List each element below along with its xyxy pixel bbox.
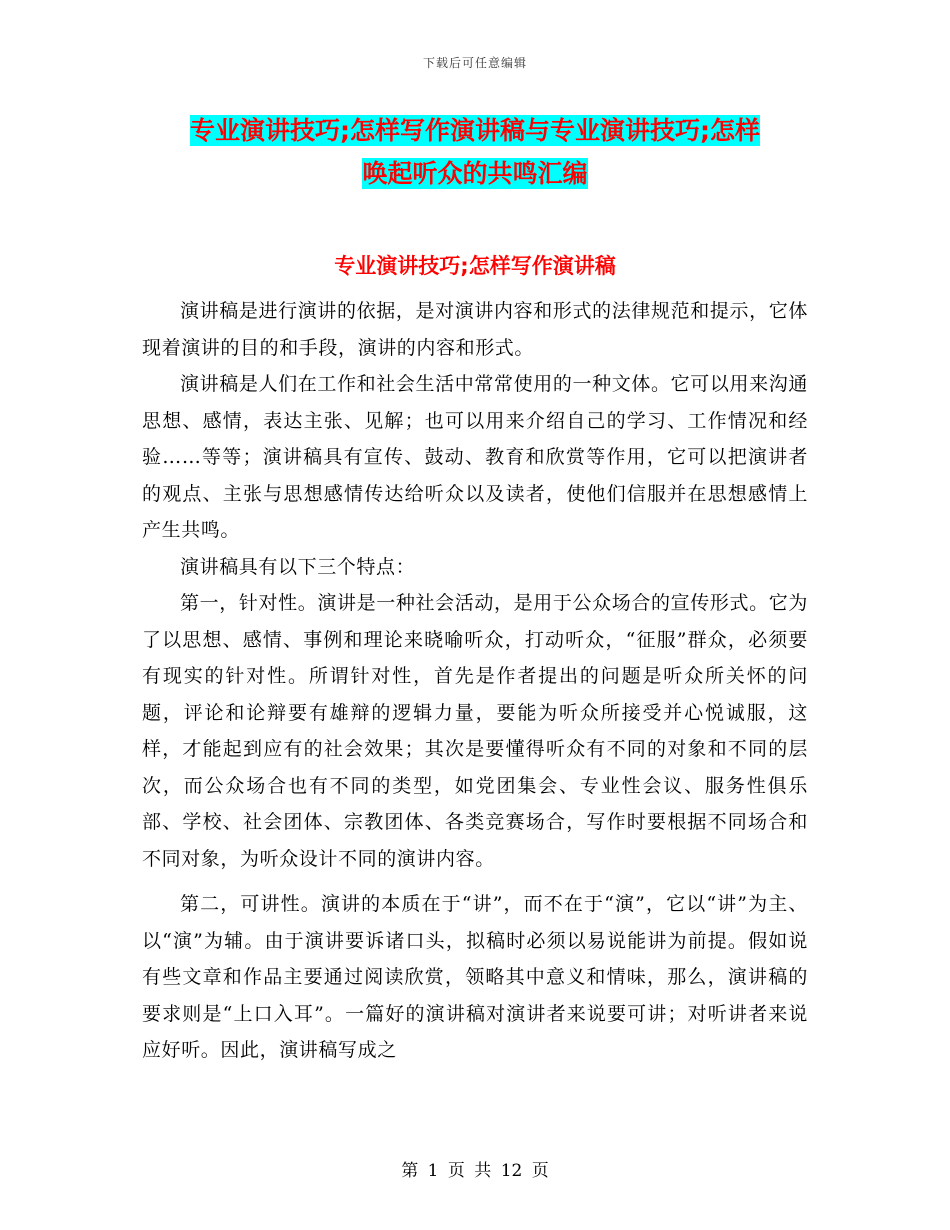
header-note: 下载后可任意编辑 xyxy=(422,56,527,70)
paragraph: 演讲稿是人们在工作和社会生活中常常使用的一种文体。它可以用来沟通思想、感情，表达主张、见解；也可以用来介绍自己的学习、工作情况和经验……等等；演讲稿具有宣传、鼓动、教育和欣赏等作用，它可以把演讲者的观点、主张与思想感情传达给听众以及读者，使他们信服并在思想感情上产生共鸣。 xyxy=(142,373,808,541)
document-title-text-2: 唤起听众的共鸣汇编 xyxy=(362,159,588,188)
document-title-line-2 xyxy=(0,159,950,189)
paragraph: 第二，可讲性。演讲的本质在于“讲”，而不在于“演”，它以“讲”为主、以“演”为辅。由于演讲要诉诸口头，拟稿时必须以易说能讲为前提。假如说有些文章和作品主要通过阅读欣赏，领略其中意义和情味，那么，演讲稿的要求则是“上口入耳”。一篇好的演讲稿对演讲者来说要可讲；对听讲者来说应好听。因此，演讲稿写成之 xyxy=(142,893,808,1061)
section-title: 专业演讲技巧;怎样写作演讲稿 xyxy=(334,254,616,278)
paragraph: 第一，针对性。演讲是一种社会活动，是用于公众场合的宣传形式。它为了以思想、感情、事例和理论来晓喻听众，打动听众，“征服”群众，必须要有现实的针对性。所谓针对性，首先是作者提出的问题是听众所关怀的问题，评论和论辩要有雄辩的逻辑力量，要能为听众所接受并心悦诚服，这样，才能起到应有的社会效果；其次是要懂得听众有不同的对象和不同的层次，而公众场合也有不同的类型，如党团集会、专业性会议、服务性俱乐部、学校、社会团体、宗教团体、各类竞赛场合，写作时要根据不同场合和不同对象，为听众设计不同的演讲内容。 xyxy=(142,592,808,870)
paragraph: 演讲稿是进行演讲的依据，是对演讲内容和形式的法律规范和提示，它体现着演讲的目的和手段，演讲的内容和形式。 xyxy=(142,300,808,359)
page-footer: 第 1 页 共 12 页 xyxy=(401,1161,549,1181)
document-title-line-1 xyxy=(0,116,950,146)
paragraph: 演讲稿具有以下三个特点： xyxy=(180,555,416,578)
document-title-text-1: 专业演讲技巧;怎样写作演讲稿与专业演讲技巧;怎样 xyxy=(190,116,760,145)
document-body xyxy=(142,293,808,1069)
